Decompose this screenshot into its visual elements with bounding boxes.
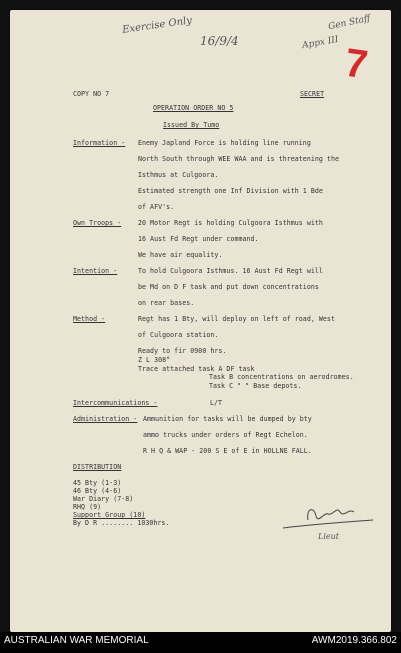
dispatch-line: By D R ........ 1030hrs. [73, 519, 170, 527]
section-line: Ammunition for tasks will be dumped by bty [143, 415, 312, 423]
section-line: L/T [210, 399, 223, 407]
section-line: We have air equality. [138, 251, 223, 259]
section-label-own-troops: Own Troops - [73, 219, 122, 227]
distribution-item: Support Group (10) [73, 511, 146, 519]
secret-marking: SECRET [300, 90, 325, 98]
section-line: Isthmus at Culgoora. [138, 171, 219, 179]
handwritten-red-number: 7 [342, 40, 371, 88]
section-label-information: Information - [73, 139, 126, 147]
section-line: on rear bases. [138, 299, 195, 307]
distribution-item: 45 Bty (1-3) [73, 479, 122, 487]
archive-name: AUSTRALIAN WAR MEMORIAL [4, 635, 149, 646]
handwritten-date: 16/9/4 [200, 34, 239, 48]
section-line: Estimated strength one Inf Division with 1 Bde [138, 187, 323, 195]
section-label-intercommunications: Intercommunications - [73, 399, 158, 407]
section-line: Enemy Japland Force is holding line running [138, 139, 311, 147]
section-line: R H Q & WAP - 200 S E of E in HOLLNE FALL. [143, 447, 312, 455]
section-line: Ready to fir 0900 hrs. [138, 347, 227, 355]
section-line: Task C " " Base depots. [209, 382, 302, 390]
handwritten-note-exercise: Exercise Only [121, 15, 193, 36]
section-line: 16 Aust Fd Regt under command. [138, 235, 259, 243]
section-line: Regt has 1 Bty, will deploy on left of road, West [138, 315, 335, 323]
signature-rank: Lieut [318, 532, 339, 541]
section-line: 20 Motor Regt is holding Culgoora Isthmus with [138, 219, 323, 227]
distribution-item: RHQ (9) [73, 503, 102, 511]
section-line: Z L 308° [138, 356, 171, 364]
section-label-method: Method - [73, 315, 106, 323]
section-line: ammo trucks under orders of Regt Echelon. [143, 431, 308, 439]
section-line: Trace attached task A DF task [138, 365, 255, 373]
section-line: be Md on D F task and put down concentrations [138, 283, 319, 291]
section-label-administration: Administration - [73, 415, 138, 423]
distribution-item: 46 Bty (4-6) [73, 487, 122, 495]
section-line: Task B concentrations on aerodromes. [209, 373, 354, 381]
archive-footer [0, 632, 401, 653]
archive-reference: AWM2019.366.802 [311, 635, 397, 646]
handwritten-note-staff: Gen Staff [327, 13, 372, 33]
section-label-intention: Intention - [73, 267, 118, 275]
section-line: North South through WEE WAA and is threatening the [138, 155, 339, 163]
section-line: of AFV's. [138, 203, 175, 211]
handwritten-appendix: Appx III [301, 34, 340, 52]
distribution-item: War Diary (7-8) [73, 495, 134, 503]
section-line: To hold Culgoora Isthmus. 16 Aust Fd Regt will [138, 267, 323, 275]
document-page [10, 10, 391, 632]
order-title: OPERATION ORDER NO 5 [153, 104, 234, 112]
copy-number: COPY NO 7 [73, 90, 110, 98]
issued-by: Issued By Tumo [163, 121, 220, 129]
distribution-heading: DISTRIBUTION [73, 463, 122, 471]
section-line: of Culgoora station. [138, 331, 219, 339]
